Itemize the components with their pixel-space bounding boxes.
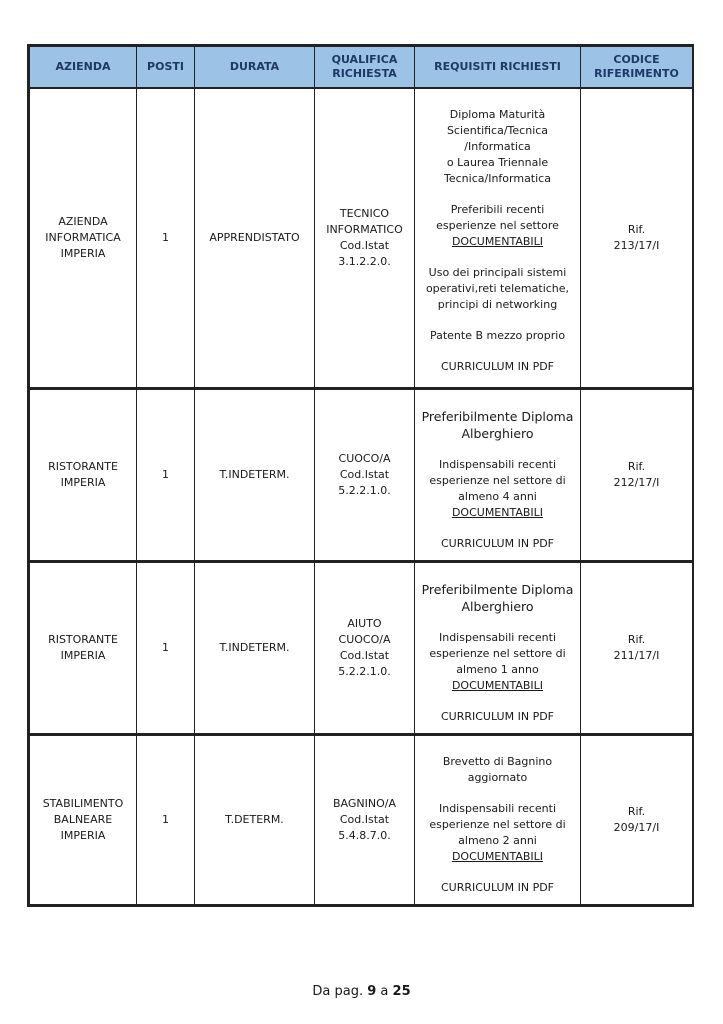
cell-requisiti: Preferibilmente Diploma Alberghiero Indispensabili recenti esperienze nel settore di almeno 4 anni DOCUMENTABILI CURRICULUM IN PDF [415,388,581,561]
cell-posti: 1 [137,734,195,904]
cell-requisiti: Diploma Maturità Scientifica/Tecnica /Informatica o Laurea Triennale Tecnica/Informatica Preferibili recenti esperienze nel settore DOCUMENTABILI Uso dei principali sistemi operativi,reti telematiche, principi di networking Patente B mezzo proprio CURRICULUM IN PDF [415,88,581,388]
cell-codice: Rif. 209/17/I [581,734,693,904]
footer-total-pages: 25 [392,984,411,999]
cell-qualifica: TECNICO INFORMATICO Cod.Istat 3.1.2.2.0. [315,88,415,388]
cell-requisiti: Brevetto di Bagnino aggiornato Indispensabili recenti esperienze nel settore di almeno 2 anni DOCUMENTABILI CURRICULUM IN PDF [415,734,581,904]
cell-qualifica: BAGNINO/A Cod.Istat 5.4.8.7.0. [315,734,415,904]
cell-posti: 1 [137,561,195,734]
job-table-container [27,44,694,907]
cell-qualifica: CUOCO/A Cod.Istat 5.2.2.1.0. [315,388,415,561]
header-qualifica-line1: QUALIFICA [331,53,398,66]
table-row [30,88,693,388]
header-posti: POSTI [137,47,195,89]
cell-azienda: AZIENDA INFORMATICA IMPERIA [30,88,137,388]
cell-codice: Rif. 212/17/I [581,388,693,561]
cell-codice: Rif. 211/17/I [581,561,693,734]
cell-codice: Rif. 213/17/I [581,88,693,388]
header-codice-line2: RIFERIMENTO [594,67,679,80]
job-offers-table [29,46,693,905]
header-qualifica-line2: RICHIESTA [332,67,397,80]
cell-requisiti: Preferibilmente Diploma Alberghiero Indispensabili recenti esperienze nel settore di almeno 1 anno DOCUMENTABILI CURRICULUM IN PDF [415,561,581,734]
cell-durata: APPRENDISTATO [195,88,315,388]
cell-durata: T.INDETERM. [195,561,315,734]
table-row [30,388,693,561]
page-footer [0,984,723,999]
table-row [30,734,693,904]
cell-durata: T.DETERM. [195,734,315,904]
cell-posti: 1 [137,388,195,561]
cell-azienda: STABILIMENTO BALNEARE IMPERIA [30,734,137,904]
header-requisiti: REQUISITI RICHIESTI [415,47,581,89]
table-header [30,47,693,89]
cell-durata: T.INDETERM. [195,388,315,561]
cell-azienda: RISTORANTE IMPERIA [30,388,137,561]
footer-separator: a [380,984,389,999]
cell-posti: 1 [137,88,195,388]
header-qualifica [315,47,415,89]
footer-page-number: 9 [367,984,377,999]
header-codice [581,47,693,89]
cell-qualifica: AIUTO CUOCO/A Cod.Istat 5.2.2.1.0. [315,561,415,734]
header-durata: DURATA [195,47,315,89]
header-azienda: AZIENDA [30,47,137,89]
cell-azienda: RISTORANTE IMPERIA [30,561,137,734]
footer-prefix: Da pag. [312,984,364,999]
table-row [30,561,693,734]
header-codice-line1: CODICE [613,53,660,66]
